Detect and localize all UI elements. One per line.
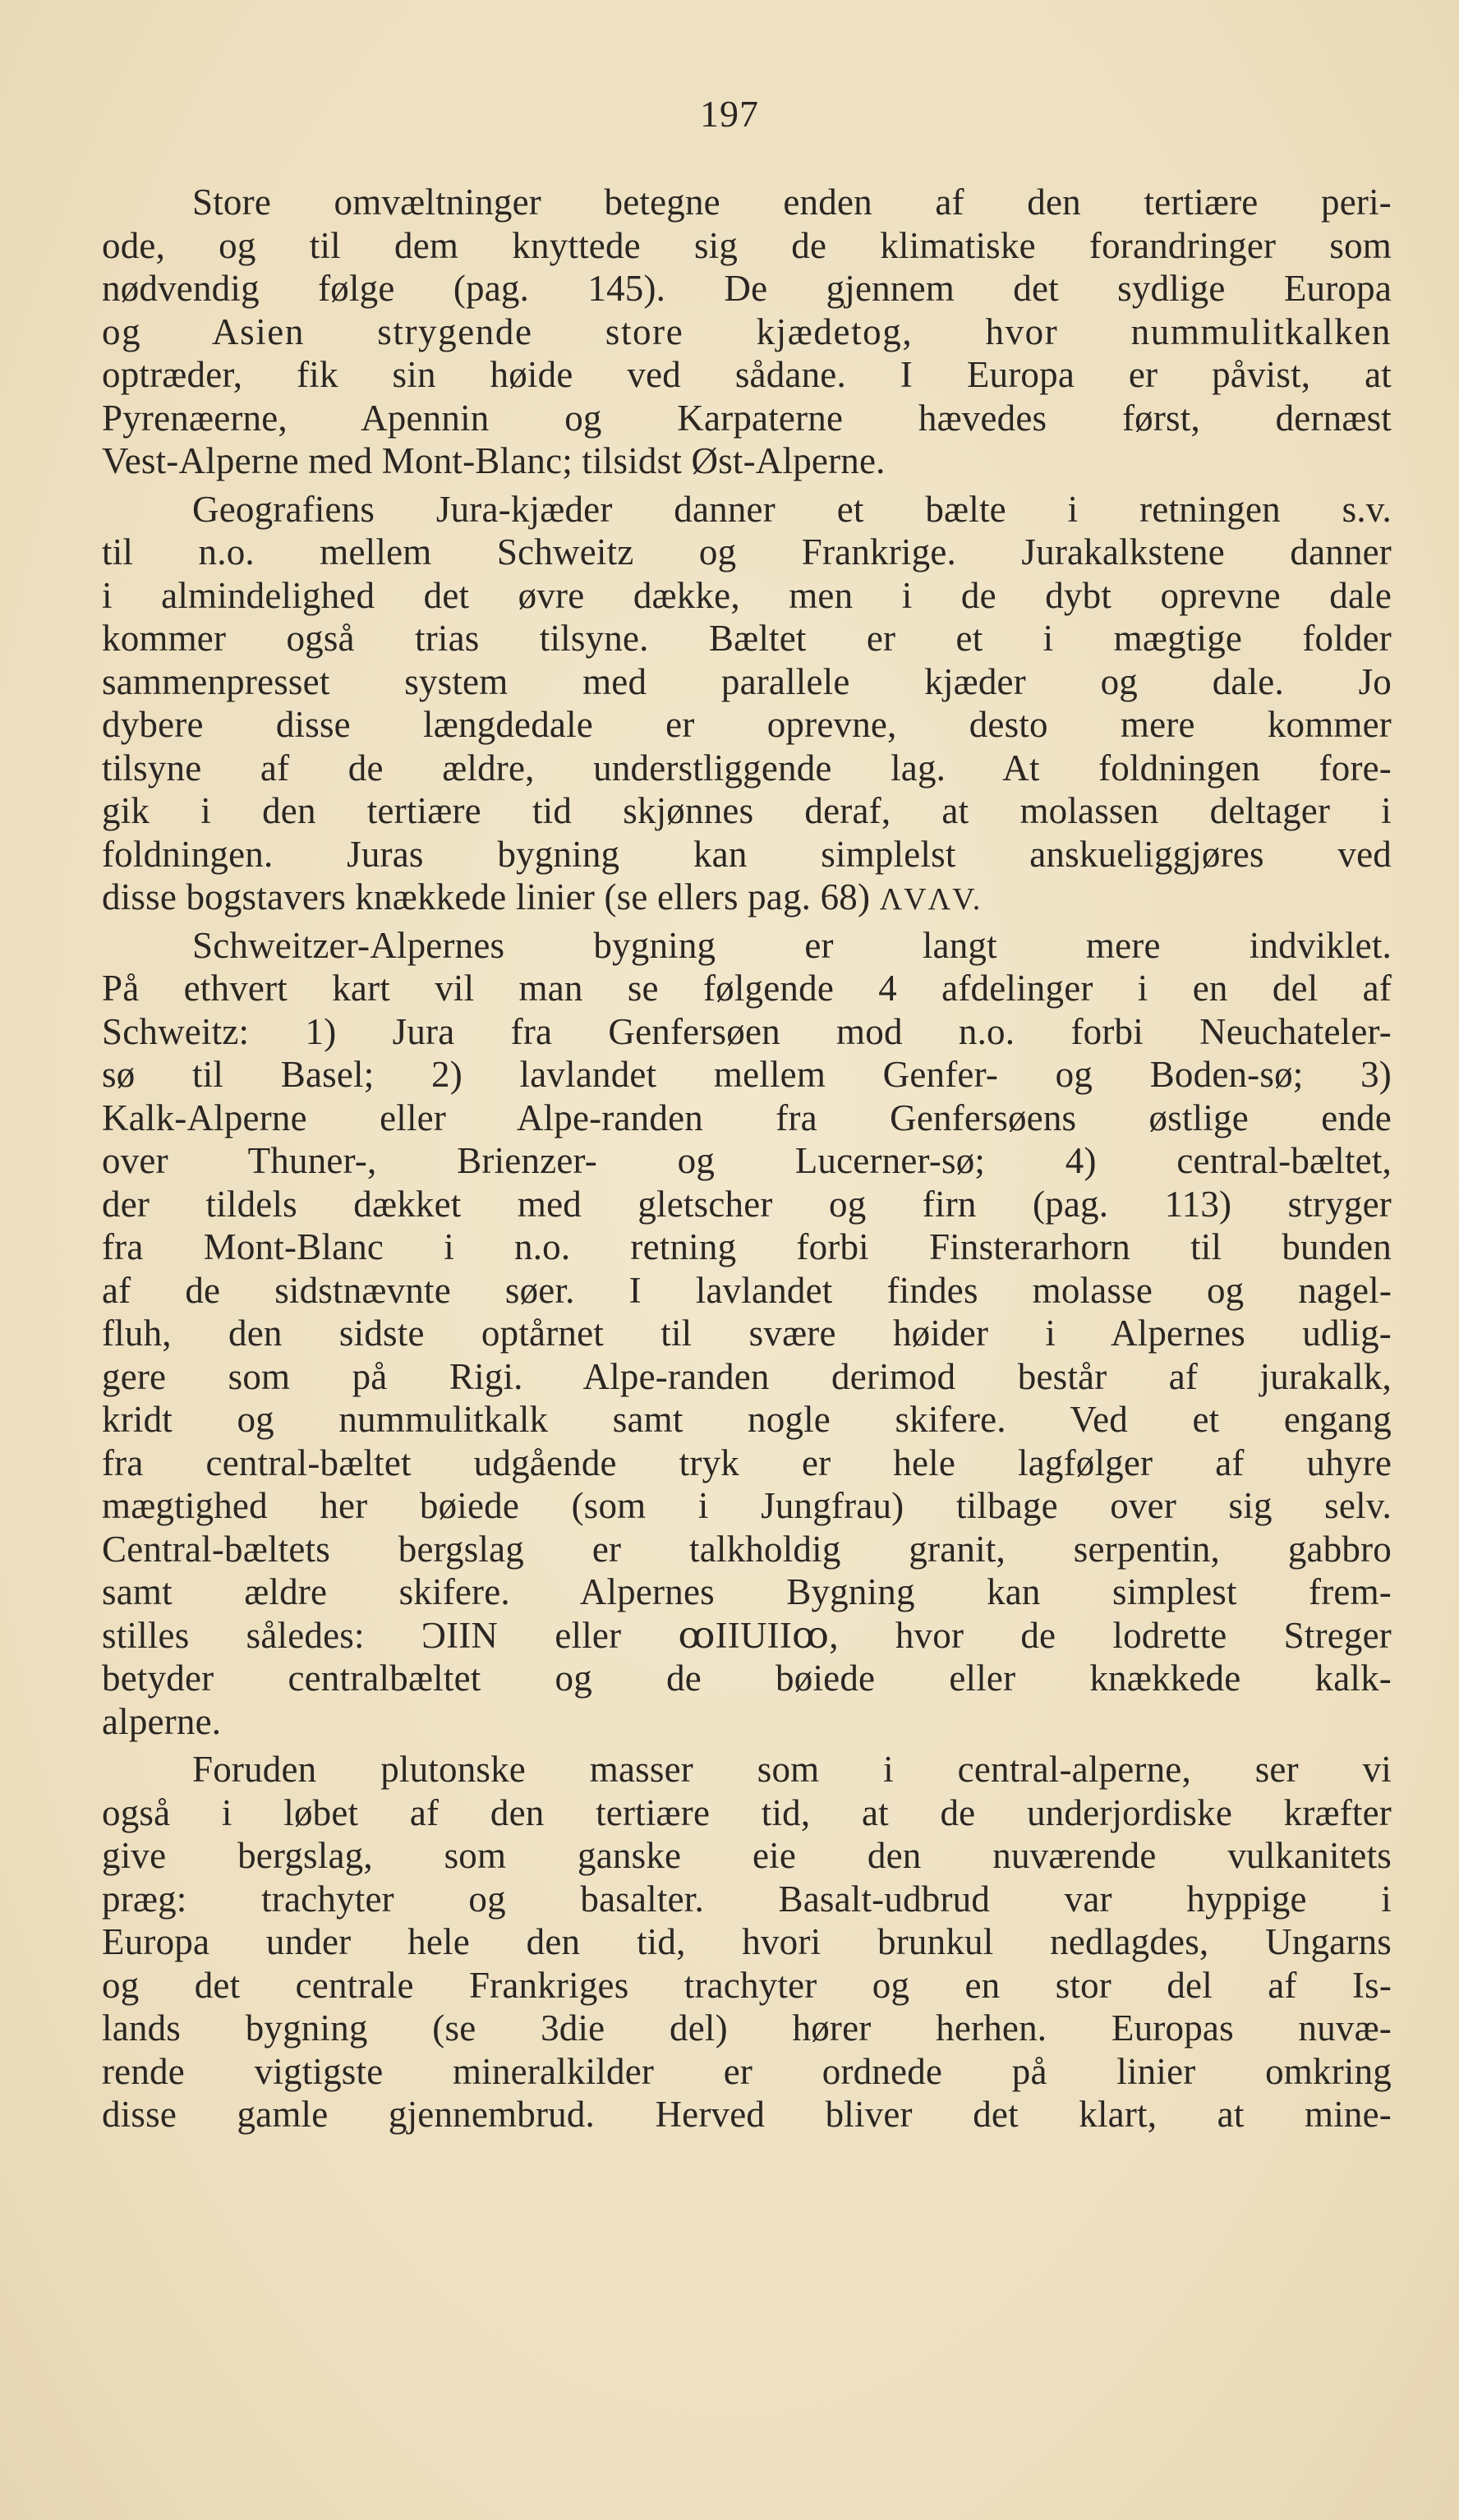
text-line: præg: trachyter og basalter. Basalt-udbrud var hyppige i (102, 1878, 1392, 1920)
body-text (102, 181, 1392, 2141)
text-line: Europa under hele den tid, hvori brunkul nedlagdes, Ungarns (102, 1921, 1392, 1962)
fold-symbol: ΛVΛV. (879, 882, 983, 917)
text-line: rende vigtigste mineralkilder er ordnede på linier omkring (102, 2050, 1392, 2092)
text-line: sø til Basel; 2) lavlandet mellem Genfer- og Boden-sø; 3) (102, 1054, 1392, 1095)
page-number: 197 (700, 93, 759, 135)
text-line: sammenpresset system med parallele kjæder og dale. Jo (102, 660, 1392, 702)
text-line: Geografiens Jura-kjæder danner et bælte i retningen s.v. (192, 488, 1392, 530)
text-line: fluh, den sidste optårnet til svære høider i Alpernes udlig- (102, 1313, 1392, 1354)
text-line: Schweitz: 1) Jura fra Genfersøen mod n.o. forbi Neuchateler- (102, 1010, 1392, 1052)
text-line: stilles således: ƆIIN eller ꝏIIUIIꝏ, hvor de lodrette Streger (102, 1614, 1392, 1656)
text-line: Foruden plutonske masser som i central-alperne, ser vi (192, 1749, 1392, 1790)
text-line: Schweitzer-Alpernes bygning er langt mere indviklet. (192, 924, 1392, 966)
text-line: og det centrale Frankriges trachyter og en stor del af Is- (102, 1964, 1392, 2006)
text-line: nødvendig følge (pag. 145). De gjennem det sydlige Europa (102, 268, 1392, 309)
text-line: gere som på Rigi. Alpe-randen derimod består af jurakalk, (102, 1355, 1392, 1397)
text-line: til n.o. mellem Schweitz og Frankrige. Jurakalkstene danner (102, 531, 1392, 573)
text-line: dybere disse længdedale er oprevne, desto mere kommer (102, 704, 1392, 745)
text-line: optræder, fik sin høide ved sådane. I Europa er påvist, at (102, 354, 1392, 395)
text-line: også i løbet af den tertiære tid, at de underjordiske kræfter (102, 1791, 1392, 1833)
text-line: over Thuner-, Brienzer- og Lucerner-sø; 4) central-bæltet, (102, 1140, 1392, 1181)
text-line: alperne. (102, 1700, 222, 1742)
text-line: og Asien strygende store kjædetog, hvor nummulitkalken (102, 310, 1392, 352)
text-line: kridt og nummulitkalk samt nogle skifere. Ved et engang (102, 1399, 1392, 1440)
text-line: kommer også trias tilsyne. Bæltet er et i mægtige folder (102, 618, 1392, 659)
text-line: fra Mont-Blanc i n.o. retning forbi Finsterarhorn til bunden (102, 1226, 1392, 1267)
text-line: lands bygning (se 3die del) hører herhen. Europas nuvæ- (102, 2007, 1392, 2049)
text-line: i almindelighed det øvre dække, men i de dybt oprevne dale (102, 574, 1392, 616)
text-line: Central-bæltets bergslag er talkholdig granit, serpentin, gabbro (102, 1528, 1392, 1570)
text-line: Pyrenæerne, Apennin og Karpaterne hævedes først, dernæst (102, 397, 1392, 439)
text-line: betyder centralbæltet og de bøiede eller knækkede kalk- (102, 1658, 1392, 1699)
text-line: fra central-bæltet udgående tryk er hele lagfølger af uhyre (102, 1442, 1392, 1483)
text-line: På ethvert kart vil man se følgende 4 afdelinger i en del af (102, 968, 1392, 1009)
text-line: foldningen. Juras bygning kan simplelst anskueliggjøres ved (102, 833, 1392, 875)
paragraph-2 (102, 488, 1392, 919)
text-line: tilsyne af de ældre, understliggende lag. At foldningen fore- (102, 747, 1392, 789)
text-line: der tildels dækket med gletscher og firn (pag. 113) stryger (102, 1183, 1392, 1225)
text-line: Kalk-Alperne eller Alpe-randen fra Genfersøens østlige ende (102, 1097, 1392, 1138)
paragraph-1 (102, 181, 1392, 483)
paragraph-3 (102, 924, 1392, 1744)
text-line: ode, og til dem knyttede sig de klimatiske forandringer som (102, 224, 1392, 266)
text-line: Store omvæltninger betegne enden af den tertiære peri- (192, 182, 1392, 223)
text-line: mægtighed her bøiede (som i Jungfrau) tilbage over sig selv. (102, 1485, 1392, 1526)
text-line: disse bogstavers knækkede linier (se ellers pag. 68) (102, 876, 871, 917)
text-line: disse gamle gjennembrud. Herved bliver det klart, at mine- (102, 2094, 1392, 2135)
paragraph-4 (102, 1748, 1392, 2136)
text-line-with-symbol (102, 876, 1392, 919)
text-line: gik i den tertiære tid skjønnes deraf, at molassen deltager i (102, 790, 1392, 831)
text-line: give bergslag, som ganske eie den nuværende vulkanitets (102, 1835, 1392, 1876)
text-line: samt ældre skifere. Alpernes Bygning kan simplest frem- (102, 1571, 1392, 1612)
text-line: Vest-Alperne med Mont-Blanc; tilsidst Øst-Alperne. (102, 440, 886, 481)
text-line: af de sidstnævnte søer. I lavlandet findes molasse og nagel- (102, 1269, 1392, 1311)
